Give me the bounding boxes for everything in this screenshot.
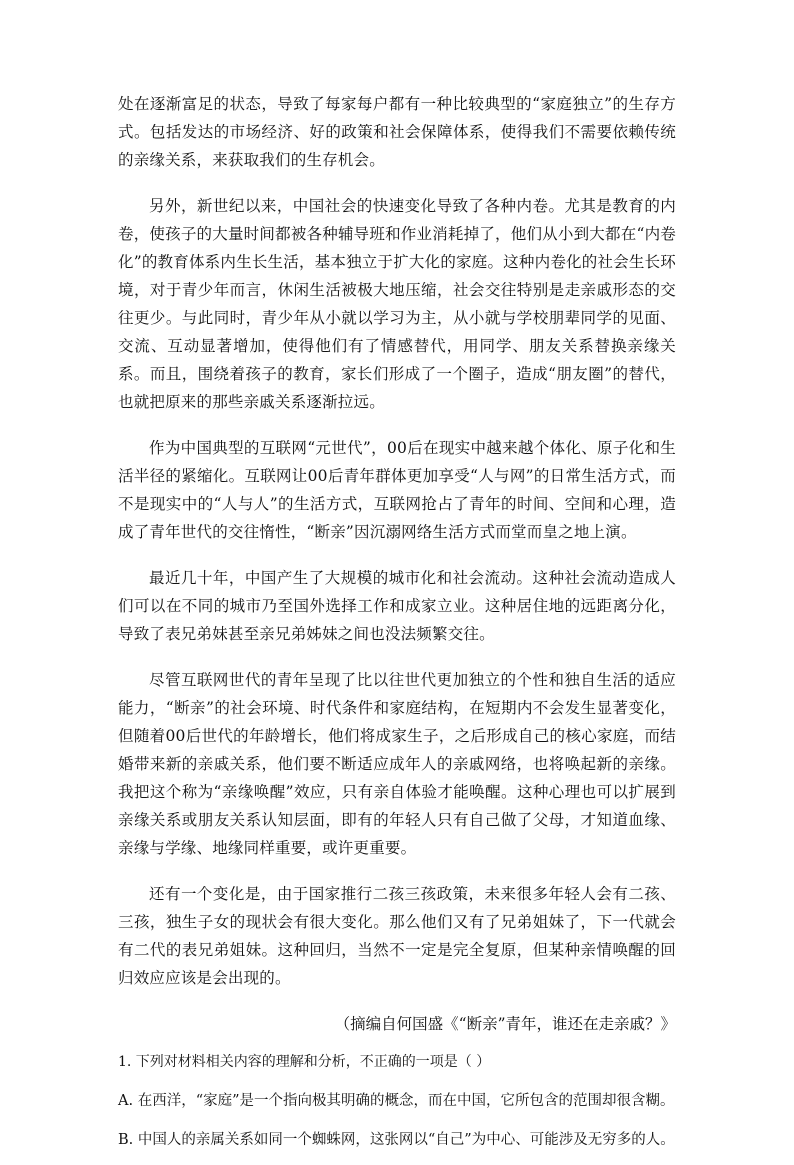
article-source: （摘编自何国盛《“断亲”青年，谁还在走亲戚？》 <box>334 1015 676 1033</box>
article-paragraph-1: 处在逐渐富足的状态，导致了每家每户都有一种比较典型的“家庭独立”的生存方式。包括发达的市场经济、好的政策和社会保障体系，使得我们不需要依赖传统的亲缘关系，来获取我们的生存机会。 <box>118 95 676 169</box>
option-a: A. 在西洋，“家庭”是一个指向极其明确的概念，而在中国，它所包含的范围却很含糊。 <box>118 1093 675 1109</box>
article-paragraph-4: 最近几十年，中国产生了大规模的城市化和社会流动。这种社会流动造成人们可以在不同的城市乃至国外选择工作和成家立业。这种居住地的远距离分化，导致了表兄弟妹甚至亲兄弟姊妹之间也没法频繁交往。 <box>118 569 676 643</box>
article-paragraph-3: 作为中国典型的互联网“元世代”，00后在现实中越来越个体化、原子化和生活半径的紧缩化。互联网让00后青年群体更加享受“人与网”的日常生活方式，而不是现实中的“人与人”的生活方式，互联网抢占了青年的时间、空间和心理，造成了青年世代的交往惰性，“断亲”因沉溺网络生活方式而堂而皇之地上演。 <box>118 439 676 541</box>
article-paragraph-5: 尽管互联网世代的青年呈现了比以往世代更加独立的个性和独自生活的适应能力，“断亲”的社会环境、时代条件和家庭结构，在短期内不会发生显著变化，但随着00后世代的年龄增长，他们将成家生子，之后形成自己的核心家庭，而结婚带来新的亲戚关系，他们要不断适应成年人的亲戚网络，也将唤起新的亲缘。我把这个称为“亲缘唤醒”效应，只有亲自体验才能唤醒。这种心理也可以扩展到亲缘关系或朋友关系认知层面，即有的年轻人只有自己做了父母，才知道血缘、亲缘与学缘、地缘同样重要，或许更重要。 <box>118 671 676 857</box>
article-paragraph-2: 另外，新世纪以来，中国社会的快速变化导致了各种内卷。尤其是教育的内卷，使孩子的大量时间都被各种辅导班和作业消耗掉了，他们从小到大都在“内卷化”的教育体系内生长生活，基本独立于扩大化的家庭。这种内卷化的社会生长环境，对于青少年而言，休闲生活被极大地压缩，社会交往特别是走亲戚形态的交往更少。与此同时，青少年从小就以学习为主，从小就与学校朋辈同学的见面、交流、互动显著增加，使得他们有了情感替代，用同学、朋友关系替换亲缘关系。而且，围绕着孩子的教育，家长们形成了一个圈子，造成“朋友圈”的替代，也就把原来的那些亲戚关系逐渐拉远。 <box>118 197 676 411</box>
option-b: B. 中国人的亲属关系如同一个蜘蛛网，这张网以“自己”为中心、可能涉及无穷多的人。 <box>118 1132 675 1148</box>
question-stem: 1. 下列对材料相关内容的理解和分析，不正确的一项是（ ） <box>118 1054 491 1070</box>
document-page <box>118 90 676 1165</box>
article-paragraph-6: 还有一个变化是，由于国家推行二孩三孩政策，未来很多年轻人会有二孩、三孩，独生子女的现状会有很大变化。那么他们又有了兄弟姐妹了，下一代就会有二代的表兄弟姐妹。这种回归，当然不一定是完全复原，但某种亲情唤醒的回归效应应该是会出现的。 <box>118 885 676 987</box>
